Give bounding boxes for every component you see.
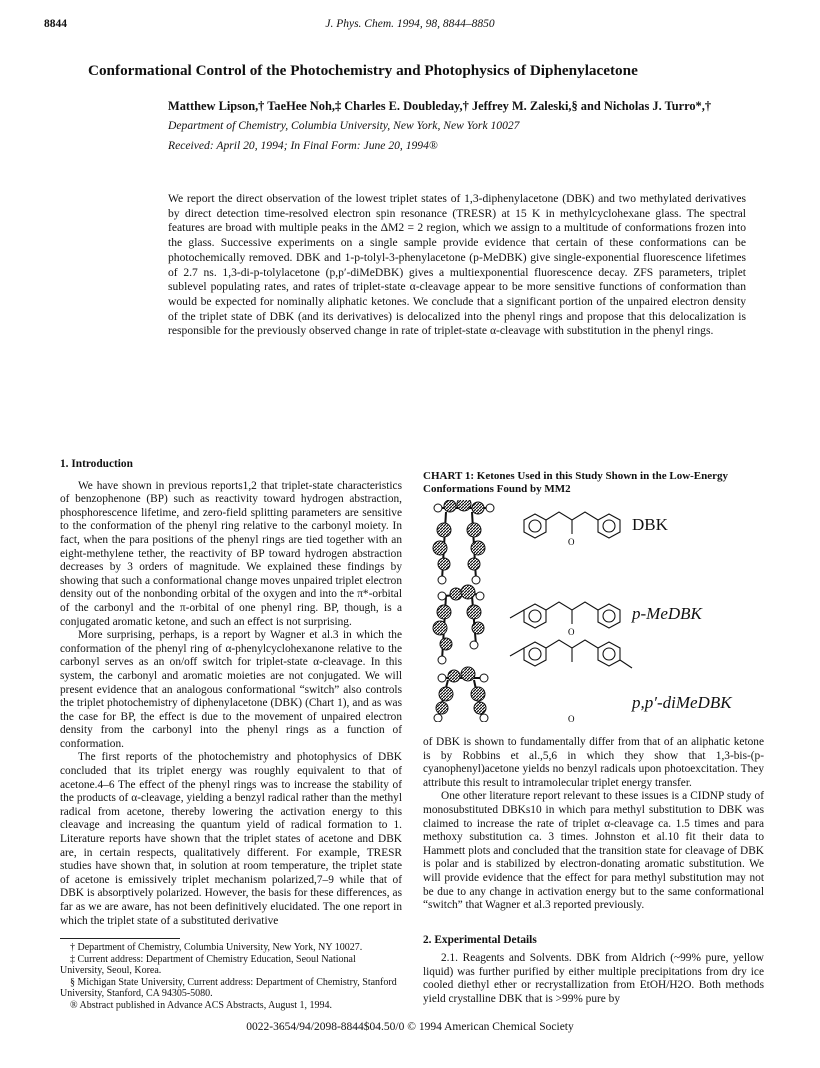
label-p-medbk: p-MeDBK bbox=[632, 604, 702, 623]
author-list: Matthew Lipson,† TaeHee Noh,‡ Charles E. Doubleday,† Jeffrey M. Zaleski,§ and Nicholas J. Turro*,† bbox=[168, 99, 712, 113]
footnotes bbox=[60, 942, 402, 1011]
carbonyl-oxygen-label: O bbox=[568, 627, 575, 637]
label-dbk: DBK bbox=[632, 515, 668, 534]
structure-p-medbk bbox=[510, 602, 620, 628]
footnote-divider bbox=[60, 938, 180, 939]
paragraph: of DBK is shown to fundamentally differ from that of an aliphatic ketone is by Robbins et al.,5,6 in which they show that 1,3-bis-(p-cyanophenyl)acetone yields no benzyl radicals upon photoexcitation. They attribute this result to intramolecular triplet energy transfer. bbox=[423, 736, 764, 789]
section-heading: 2. Experimental Details bbox=[423, 934, 537, 946]
structure-dbk bbox=[524, 512, 620, 538]
paragraph: More surprising, perhaps, is a report by Wagner et al.3 in which the conformation of the phenyl ring of α-phenylcyclohexanone relative to the carbonyl serves as an on/off switch for triplet-state α-cleavage. In this system, the carbonyl and aromatic moieties are not conjugated. We will present evidence that an analogous conformational “switch” also controls the triplet photochemistry of diphenylacetone (DBK) (Chart 1), and as was the case for BP, the effect is due to the movement of unpaired electron density from the carbonyl into the phenyl rings as a function of conformation. bbox=[60, 629, 402, 750]
footnote: § Michigan State University, Current address: Department of Chemistry, Stanford University, Stanford, CA 94305-5080. bbox=[60, 976, 397, 999]
affiliation: Department of Chemistry, Columbia University, New York, New York 10027 bbox=[168, 119, 520, 132]
received-dates: Received: April 20, 1994; In Final Form: June 20, 1994® bbox=[168, 139, 438, 152]
structure-pp-dimedbk bbox=[510, 640, 632, 668]
paragraph: One other literature report relevant to these issues is a CIDNP study of monosubstituted DBKs10 in which para methyl substitution to DBK was claimed to increase the rate of triplet α-cleavage ca. 1.5 times and para methoxy substitution ca. 3 times. Johnston et al.10 fit their data to Hammett plots and concluded that the transition state for cleavage of DBK is polar and is stabilized by electron-donating aromatic substitution. We will provide evidence that the effect for para methyl substitution may not be due to any change in activation energy but to the same conformational “switch” that Wagner et al.3 reported previously. bbox=[423, 790, 764, 912]
article-title: Conformational Control of the Photochemistry and Photophysics of Diphenylacetone bbox=[88, 62, 638, 79]
chart-caption: CHART 1: Ketones Used in this Study Shown in the Low-Energy Conformations Found by MM2 bbox=[423, 470, 729, 495]
chart-1-figure bbox=[428, 500, 768, 722]
label-pp-dimedbk: p,p′-diMeDBK bbox=[632, 693, 732, 712]
carbonyl-oxygen-label: O bbox=[568, 714, 575, 722]
journal-header: J. Phys. Chem. 1994, 98, 8844–8850 bbox=[325, 18, 495, 30]
footnote: ‡ Current address: Department of Chemistry Education, Seoul National University, Seoul, Korea. bbox=[60, 953, 356, 976]
paragraph: 2.1. Reagents and Solvents. DBK from Aldrich (~99% pure, yellow liquid) was further purified by either multiple precipitations from dry ice cooled diethyl ether or recrystallization from EtOH/H2O. Both methods yield crystalline DBK that is >99% pure by bbox=[423, 952, 764, 1005]
page-number: 8844 bbox=[44, 18, 67, 30]
right-column-text bbox=[423, 736, 764, 913]
ball-stick-model-dbk bbox=[433, 500, 494, 584]
carbonyl-oxygen-label: O bbox=[568, 537, 575, 547]
ball-stick-model-pp-dimedbk bbox=[434, 667, 488, 722]
paragraph: The first reports of the photochemistry and photophysics of DBK concluded that its triplet energy was roughly equivalent to that of acetone.4–6 The effect of the phenyl rings was to increase the stability of the products of α-cleavage, yielding a benzyl radical rather than the methyl radical from acetone, thereby lowering the activation energy to this cleavage and increasing the quantum yield of radical formation to 1. Literature reports have shown that the triplet states of acetone and DBK are, in certain respects, qualitatively different. For example, TRESR studies have shown that, in solution at room temperature, the triplet state of acetone is emissively triplet mechanism polarized,7–9 while that of DBK is absorptively polarized. However, the basis for these differences, as far as we are aware, has not been definitively elucidated. The one report in which the triplet state of a substituted derivative bbox=[60, 751, 402, 927]
footnote: † Department of Chemistry, Columbia University, New York, NY 10027. bbox=[70, 942, 363, 953]
abstract: We report the direct observation of the lowest triplet states of 1,3-diphenylacetone (DBK) and two methylated derivatives by direct detection time-resolved electron spin resonance (TRESR) at 15 K in methylcyclohexane glass. The spectral features are broad with multiple peaks in the ΔM2 = 2 region, which we assign to a multitude of conformations frozen into the glass. Successive experiments on a single sample provide evidence that certain of these conformations can be photochemically removed. DBK and 1-p-tolyl-3-phenylacetone (p-MeDBK) give single-exponential fluorescence lifetimes of 2.7 ns. 1,3-di-p-tolylacetone (p,p′-diMeDBK) gives a multiexponential fluorescence decay. ZFS parameters, triplet sublevel populating rates, and rates of triplet-state α-cleavage appear to be more sensitive functions of conformation than would be expected for nominally aliphatic ketones. We conclude that a significant portion of the unpaired electron density of the triplet state of DBK (and its derivatives) is delocalized into the phenyl rings and propose that this delocalization is responsible for the previously observed change in rate of triplet-state α-cleavage with substitution in the phenyl rings. bbox=[168, 192, 746, 338]
introduction-section bbox=[60, 458, 402, 928]
footnote: ® Abstract published in Advance ACS Abstracts, August 1, 1994. bbox=[70, 999, 333, 1011]
paragraph: We have shown in previous reports1,2 that triplet-state characteristics of benzophenone (BP) such as reactivity toward hydrogen abstraction, phosphorescence lifetime, and zero-field splitting parameters are sensitive to the conformation of the phenyl ring relative to the carbonyl moiety. In fact, when the para positions of the phenyl rings are tied together with an eight-methylene tether, the reactivity of BP toward hydrogen abstraction decreases by 3 orders of magnitude. We explained these findings by showing that such a conformational change moves unpaired triplet electron density out of the nonbonding orbital of the oxygen and into the π*-orbital of the carbonyl and the π-orbital of one phenyl ring. BP, though, is a conjugated aromatic ketone, and such an effect is not surprising. bbox=[60, 479, 402, 628]
copyright-line: 0022-3654/94/2098-8844$04.50/0 © 1994 American Chemical Society bbox=[246, 1021, 574, 1033]
section-heading: 1. Introduction bbox=[60, 458, 133, 470]
ball-stick-model-p-medbk bbox=[433, 585, 484, 664]
